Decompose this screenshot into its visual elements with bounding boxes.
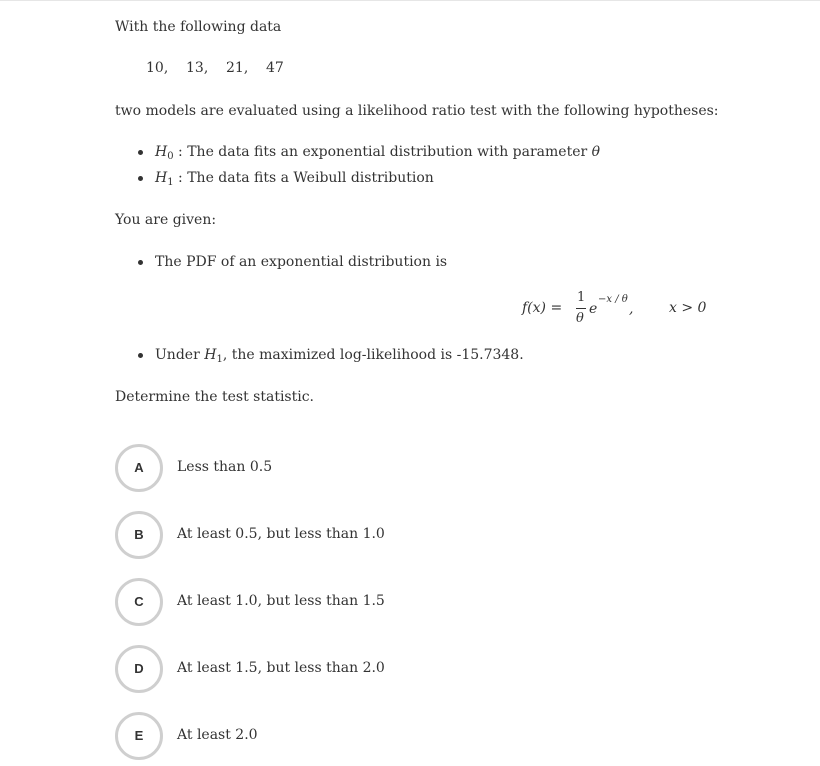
h0-param: θ bbox=[591, 144, 601, 160]
h0-text: : The data fits an exponential distribution with parameter bbox=[173, 144, 592, 160]
intro-text: With the following data bbox=[115, 19, 282, 35]
given-loglik-text bbox=[155, 346, 524, 369]
formula-condition: x > 0 bbox=[669, 300, 707, 316]
h0-symbol: H bbox=[155, 144, 168, 160]
bullet-dot bbox=[138, 260, 143, 265]
h0-subscript: 0 bbox=[167, 151, 174, 162]
given-loglik-subscript: 1 bbox=[216, 354, 223, 365]
models-text: two models are evaluated using a likelihood ratio test with the following hypotheses: bbox=[115, 103, 719, 119]
h1-subscript: 1 bbox=[167, 177, 174, 188]
hypothesis-h1 bbox=[155, 169, 434, 192]
option-e[interactable] bbox=[115, 712, 715, 760]
option-c-label[interactable]: At least 1.0, but less than 1.5 bbox=[177, 593, 385, 609]
bullet-dot bbox=[138, 150, 143, 155]
option-d-letter[interactable]: D bbox=[115, 645, 163, 693]
hypothesis-h0 bbox=[155, 143, 600, 166]
given-loglik-symbol: H bbox=[204, 347, 217, 363]
option-b-label[interactable]: At least 0.5, but less than 1.0 bbox=[177, 526, 385, 542]
option-e-letter[interactable]: E bbox=[115, 712, 163, 760]
formula-exponent: −x / θ bbox=[598, 294, 628, 305]
fraction-bar bbox=[576, 308, 586, 309]
bullet-dot bbox=[138, 353, 143, 358]
option-a-letter[interactable]: A bbox=[115, 444, 163, 492]
option-e-label[interactable]: At least 2.0 bbox=[177, 727, 258, 743]
given-pdf-text: The PDF of an exponential distribution is bbox=[155, 254, 448, 270]
top-divider bbox=[0, 0, 820, 1]
formula-numerator: 1 bbox=[577, 290, 586, 305]
question-prompt: Determine the test statistic. bbox=[115, 389, 315, 405]
data-value-2: 13, bbox=[186, 60, 209, 76]
data-value-1: 10, bbox=[146, 60, 169, 76]
option-b-letter[interactable]: B bbox=[115, 511, 163, 559]
h1-symbol: H bbox=[155, 170, 168, 186]
formula-denominator: θ bbox=[576, 311, 584, 326]
formula-comma: , bbox=[629, 301, 634, 317]
option-b[interactable] bbox=[115, 511, 715, 559]
data-value-4: 47 bbox=[266, 60, 284, 76]
bullet-dot bbox=[138, 176, 143, 181]
given-label: You are given: bbox=[115, 212, 217, 228]
data-value-3: 21, bbox=[226, 60, 249, 76]
option-c-letter[interactable]: C bbox=[115, 578, 163, 626]
option-a[interactable] bbox=[115, 444, 715, 492]
formula-lhs: f(x) = bbox=[522, 300, 563, 316]
given-loglik-suffix: , the maximized log-likelihood is -15.7348. bbox=[222, 347, 524, 363]
h1-text: : The data fits a Weibull distribution bbox=[173, 170, 434, 186]
option-d-label[interactable]: At least 1.5, but less than 2.0 bbox=[177, 660, 385, 676]
option-c[interactable] bbox=[115, 578, 715, 626]
option-d[interactable] bbox=[115, 645, 715, 693]
given-loglik-prefix: Under bbox=[155, 347, 205, 363]
option-a-label[interactable]: Less than 0.5 bbox=[177, 459, 273, 475]
formula-base: e bbox=[589, 301, 598, 317]
